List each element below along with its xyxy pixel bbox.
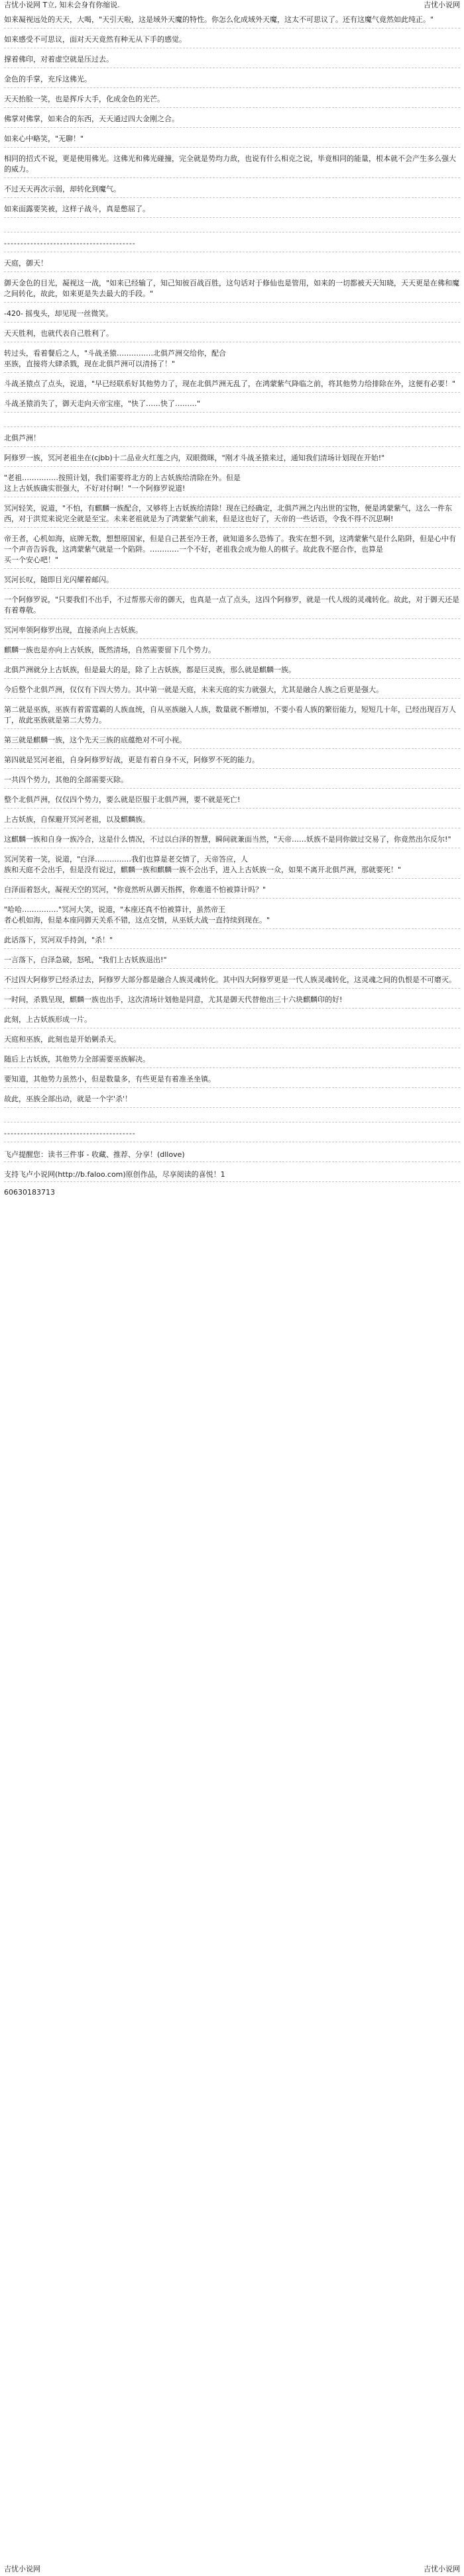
footer-right-text: 吉忧小说网 (424, 2565, 460, 2573)
paragraph: 故此，巫族全部出动，就是一个字'杀'！ (4, 1094, 460, 1108)
paragraph: 一个阿修罗说，"只要我们不出手，不过帮那天帝的御天，也真是一点了点头，这四个阿修罗，就是一代人级的灵魂转化。故此，对于御天还是有着尊敬。 (4, 595, 460, 619)
paragraph: 转过头，看着餐后之人，"斗战圣猿……………北俱芦洲交给你，配合 巫族，直接将大肆杀戮，现在北俱芦洲可以清扬了！" (4, 348, 460, 373)
paragraph: 整个北俱芦洲，仅仅四个势力，要么就是臣服于北俱芦洲，要不就是死亡! (4, 795, 460, 809)
paragraph: 阿修罗一族，冥河老祖坐在(cjbb)十二品业火红莲之内，双眼微眯，"刚才斗战圣猿来过，通知我们清场计划现在开始!" (4, 453, 460, 467)
paragraph: 斗战圣猿消失了，御天走向天帝宝座，"快了……快了………" (4, 399, 460, 413)
paragraph (4, 1114, 460, 1122)
paragraph (4, 419, 460, 427)
paragraph: 这麒麟一族和自身一族冷合，这是什么情况，不过以白泽的智慧，瞬间就兼面当然，"天帝……妖族不是同你做过交易了，你竟然出尔反尔!" (4, 834, 460, 848)
paragraph: "老祖……………按照计划，我们需要将北方的上古妖族给清除在外。但是 这上古妖族确实很强大，不好对付啊！"一个阿修罗说道! (4, 473, 460, 497)
paragraph: 冥河率领阿修罗出现，直接杀向上古妖族。 (4, 625, 460, 639)
paragraph (4, 224, 460, 232)
paragraph: 此话落下，冥河双手持剑，"杀！" (4, 935, 460, 949)
paragraph: 不过天天再次示弱，却转化到魔气。 (4, 184, 460, 198)
paragraph: 冥河轻笑，说道，"不怕，有麒麟一族配合，又够将上古妖族给清除！现在已经确定，北俱芦洲之内出世的宝物，便是鸿蒙紫气，这么一件东西，对于洪荒来说完全就是至宝。未来老祖就是为了鸿蒙紫气前来，但是这也好了，天帝的一些话语，令我不得不沉思啊! (4, 503, 460, 528)
paragraph: 冥河笑着一笑，说道，"白泽……………我们也算是老交情了，天帝答应，人 族和天庭不会出手，但是没有说过，麒麟一族和麒麟一族不会出手，进入上古妖族一众，如果不离开北俱芦洲，那就要死！" (4, 854, 460, 879)
paragraph: 麒麟一族也是亦向上古妖族，既然清场，自然需要留下几个势力。 (4, 645, 460, 659)
paragraph: 今后整个北俱芦洲，仅仅有下四大势力。其中第一就是天庭，未来天庭的实力就强大，尤其是融合人族之后更是强大。 (4, 685, 460, 699)
paragraph: 第四就是冥河老祖，自身阿修罗好战，更是有着自身不灭，阿修罗不死的能力。 (4, 755, 460, 769)
footer-left-text: 吉忧小说网 (4, 2565, 40, 2573)
paragraph: 金色的手掌，充斥这佛光。 (4, 74, 460, 88)
paragraph: 随后上古妖族，其他势力全部需要巫族解决。 (4, 1054, 460, 1068)
header-left-text: 吉忧小说网 T立, 知未会身有你缩说. (4, 1, 120, 9)
paragraph: 如来面露要笑被，这样子战斗，真是憋屈了。 (4, 204, 460, 218)
paragraph: 如来感受不可思议，面对天天竟然有种无从下手的感觉。 (4, 34, 460, 48)
paragraph: 撑着佛印，对着虚空就是压过去。 (4, 54, 460, 68)
paragraph: 天庭，御天！ (4, 258, 460, 272)
paragraph: 相同的招式不说，更是使用佛光。这佛光和佛光碰撞，完全就是势均力敌，也说有什么相克之说，毕竟相同的能量，根本就不会产生多么强大的威力。 (4, 154, 460, 178)
paragraph: 佛掌对佛掌，如来合的东西，天天通过四大金刚之合。 (4, 114, 460, 128)
document-code: 60630183713 (4, 1188, 55, 1197)
paragraph: 第二就是巫族，巫族有着雷霆霸的人族血统，自从巫族融入人族，数量就不断增加，不要小看人族的繁衍能力，短短几十年，已经出现百万人丁，故此巫族就是第二大势力。 (4, 705, 460, 729)
paragraph: 一共四个势力，其他的全部需要灭除。 (4, 775, 460, 789)
paragraph: 要知道，其他势力虽然小，但是数量多，有些更是有着准圣坐镇。 (4, 1074, 460, 1088)
paragraph: 天天抬脸一笑，也是挥斥大手，化成金色的光芒。 (4, 94, 460, 108)
paragraph: 斗战圣猿点了点头，说道，"早已经联系好其他势力了，现在北俱芦洲无乱了，在鸿蒙紫气降临之前，将其他势力给排除在外，这便有必要！" (4, 379, 460, 393)
paragraph: 此刻，上古妖族形成一片。 (4, 1015, 460, 1028)
header-right-text: 吉忧小说网 (424, 1, 460, 9)
paragraph: 冥河长叹，随即目光闪耀着邮闪。 (4, 575, 460, 589)
page-header (0, 0, 464, 11)
paragraph: -420- 摇曳头，却见现一丝微笑。 (4, 309, 460, 322)
paragraph: 帝王者，心机如海，底牌无数，想想原国家，但是自己甚至冷王者，就知道多么恐怖了。我实在想不到，这鸿蒙紫气是什么陷阱，但是心中有一个声音告诉我，这鸿蒙紫气就是一个陷阱。…………一个不好，老祖我会成为他人的棋子。故此我不愿合作，也算是 买一个安心吧！" (4, 534, 460, 569)
support-notice: 支持飞卢小说网(http://b.faloo.com)原创作品，尽享阅读的喜悦！1 (4, 1168, 460, 1182)
paragraph: 一时间，杀戮呈现，麒麟一族也出手，这次清场计划他是同意，尤其是御天代替他出三十六块麒麟印的好! (4, 995, 460, 1009)
paragraph: 北俱芦洲就分上古妖族，但是最大的是，除了上古妖族，都是巨灵族，那么就是麒麟一族。 (4, 665, 460, 679)
document-body (4, 15, 460, 1197)
paragraph: 天庭和巫族，此刻也是开始剿杀天。 (4, 1034, 460, 1048)
page-footer (0, 2564, 464, 2575)
paragraph: 如来心中略笑，"无聊！" (4, 134, 460, 148)
paragraph: ---------------------------------------- (4, 1128, 460, 1142)
paragraph: 第三就是麒麟一族，这个先天三族的底蕴绝对不可小视。 (4, 735, 460, 749)
paragraph: 天天胜利，也就代表自己胜利了。 (4, 328, 460, 342)
paragraph: 上古妖族，自保避开冥河老祖，以及麒麟族。 (4, 815, 460, 828)
paragraph: 御天金色的目光，凝视这一战，"如来已经输了，知己知彼百战百胜，这句话对于修仙也是管用，如来的一切都被天天知晓，天天更是在佛和魔之间转化，故此，如来更是失去最大的手段。" (4, 278, 460, 303)
paragraph: 北俱芦洲！ (4, 433, 460, 447)
paragraph: ---------------------------------------- (4, 238, 460, 252)
paragraph: 不过四大阿修罗已经杀过去，阿修罗大部分都是融合人族灵魂转化。其中四大阿修罗更是一代人族灵魂转化，这灵魂之间的仇恨是不可磨灭。 (4, 975, 460, 989)
paragraph: 一言落下，白泽急破，怒吼，"我们上古妖族退出!" (4, 955, 460, 969)
paragraph: "哈哈……………"冥河大笑，说道，"本座还真不怕被算计，虽然帝王 者心机如海，但是本座同御天关系不错，这点交情，从巫妖大战一直持续到现在。" (4, 905, 460, 929)
paragraph: 如来凝视远处的天天，大喝，"天引天啦，这是域外天魔的特性。你怎么化成域外天魔，这太不可思议了。还有这魔气竟然如此纯正。" (4, 15, 460, 28)
paragraph: 白泽面着怒火，凝视天空的冥河，"你竟然听从御天指挥，你难道不怕被算计吗？" (4, 885, 460, 899)
reading-tip: 飞卢提醒您：读书三件事 - 收藏、推荐、分享！(dllove) (4, 1148, 460, 1162)
